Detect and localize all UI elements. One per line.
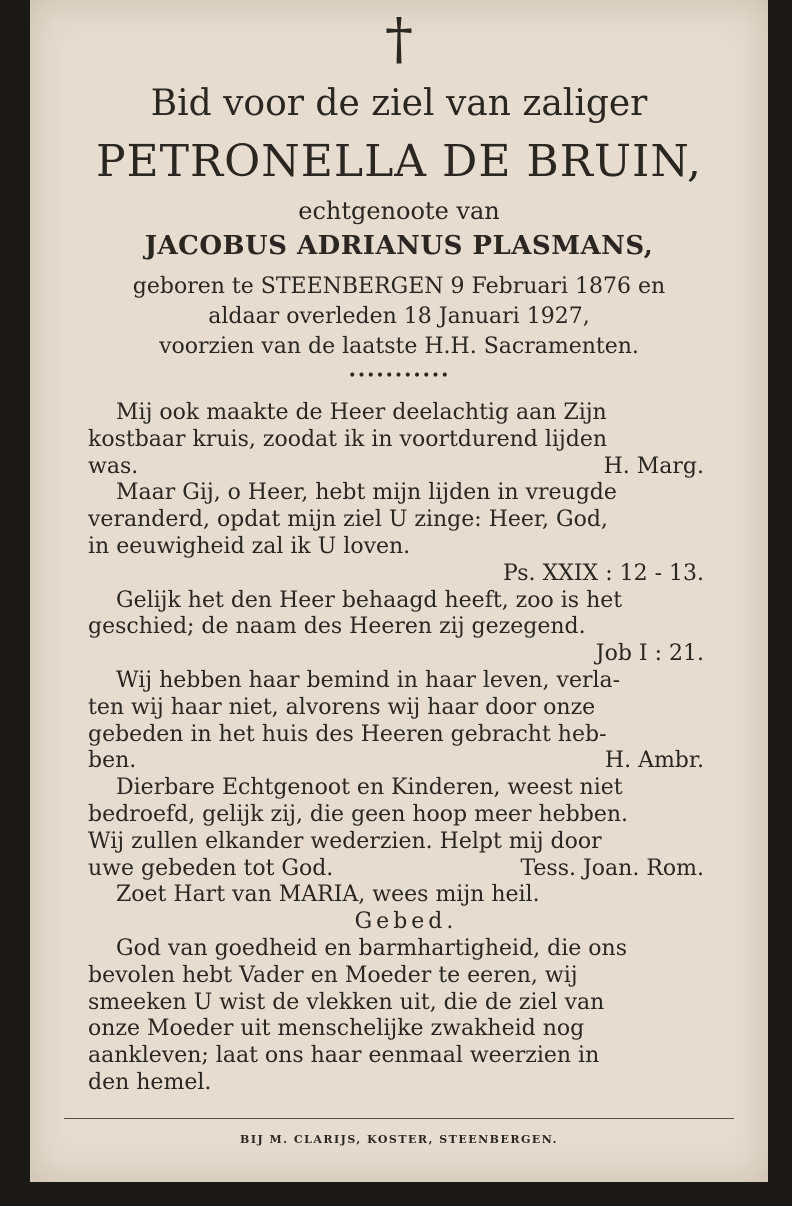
text-line: Maar Gij, o Heer, hebt mijn lijden in vreugde — [116, 480, 617, 506]
text-line: onze Moeder uit menschelijke zwakheid nog — [88, 1016, 585, 1042]
deceased-name: PETRONELLA DE BRUIN, — [95, 136, 703, 187]
quote-source: Job I : 21. — [595, 641, 704, 667]
text-line: Gelijk het den Heer behaagd heeft, zoo is het — [116, 587, 623, 613]
quote-source: H. Ambr. — [604, 748, 704, 774]
text-line: Dierbare Echtgenoot en Kinderen, weest niet — [116, 775, 623, 801]
spouse-intro: echtgenoote van — [298, 197, 500, 225]
quote-source: Ps. XXIX : 12 - 13. — [503, 560, 704, 586]
ornament-divider: ••••••••••• — [348, 368, 450, 384]
text-line: bevolen hebt Vader en Moeder te eeren, wij — [88, 962, 578, 988]
birth-line: geboren te STEENBERGEN 9 Februari 1876 en — [132, 274, 666, 299]
text-line: veranderd, opdat mijn ziel U zinge: Heer, God, — [88, 507, 608, 533]
text-fragment: ben. — [88, 748, 137, 774]
memorial-card — [30, 0, 768, 1182]
text-line: gebeden in het huis des Heeren gebracht heb- — [88, 721, 607, 747]
text-line: smeeken U wist de vlekken uit, die de ziel van — [88, 989, 605, 1015]
text-line: Wij hebben haar bemind in haar leven, verla- — [116, 667, 621, 693]
text-line: geschied; de naam des Heeren zij gezegend. — [88, 614, 586, 640]
text-line: Mij ook maakte de Heer deelachtig aan Zijn — [116, 400, 607, 425]
sacraments-line: voorzien van de laatste H.H. Sacramenten. — [159, 334, 639, 359]
text-line: God van goedheid en barmhartigheid, die ons — [116, 935, 627, 961]
intro-line: Bid voor de ziel van zaliger — [150, 83, 648, 124]
memorial-text — [88, 400, 724, 1097]
cross-icon: † — [385, 7, 413, 72]
printer-credit: BIJ M. CLARIJS, KOSTER, STEENBERGEN. — [240, 1133, 558, 1146]
spouse-name: JACOBUS ADRIANUS PLASMANS, — [144, 231, 654, 261]
text-line — [88, 748, 724, 775]
text-line: in eeuwigheid zal ik U loven. — [88, 533, 411, 559]
text-line: den hemel. — [88, 1069, 212, 1095]
text-fragment: uwe gebeden tot God. — [88, 855, 334, 881]
quote-source: Tess. Joan. Rom. — [520, 855, 704, 881]
text-fragment: was. — [88, 453, 139, 479]
footer-divider — [64, 1118, 734, 1119]
text-line: Zoet Hart van MARIA, wees mijn heil. — [116, 882, 540, 908]
text-line — [88, 454, 724, 481]
text-line: ten wij haar niet, alvorens wij haar door onze — [88, 694, 596, 720]
text-line: bedroefd, gelijk zij, die geen hoop meer hebben. — [88, 801, 629, 827]
prayer-heading: Gebed. — [354, 909, 458, 935]
text-line: Wij zullen elkander wederzien. Helpt mij door — [88, 828, 602, 854]
text-line: aankleven; laat ons haar eenmaal weerzien in — [88, 1043, 600, 1069]
text-line — [88, 856, 724, 883]
quote-source: H. Marg. — [603, 453, 704, 479]
death-line: aldaar overleden 18 Januari 1927, — [208, 304, 590, 329]
text-line: kostbaar kruis, zoodat ik in voortdurend lijden — [88, 426, 608, 452]
